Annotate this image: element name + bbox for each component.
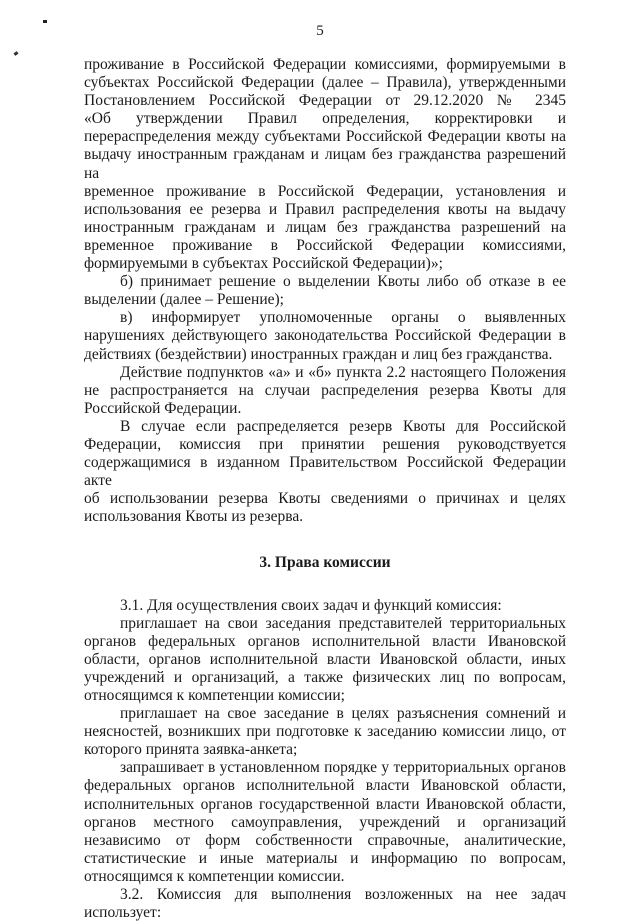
paragraph-requests <box>84 759 566 886</box>
text-line: не распространяется на случаи распределения резерва Квоты для <box>84 381 566 399</box>
paragraph-invites-applicant <box>84 705 566 759</box>
text-line: В случае если распределяется резерв Квоты для Российской <box>120 417 566 435</box>
text-line: об использовании резерва Квоты сведениями о причинах и целях <box>84 490 566 508</box>
text-line: использования ее резерва и Правил распределения квоты на выдачу <box>84 200 566 218</box>
paragraph-rules-continuation <box>84 56 566 273</box>
text-line: использует: <box>84 904 162 922</box>
text-line: учреждений и организаций, а также физических лиц по вопросам, <box>84 668 566 686</box>
text-line: приглашает на свое заседание в целях разъяснения сомнений и <box>120 705 566 723</box>
text-line: Российской Федерации. <box>84 399 242 417</box>
text-line: Федерации, комиссия при принятии решения руководствуется <box>84 435 566 453</box>
text-line: Постановлением Российской Федерации от 29.12.2020 № 2345 <box>84 92 566 110</box>
text-line: Действие подпунктов «а» и «б» пункта 2.2 настоящего Положения <box>120 363 566 381</box>
text-line: области, органов исполнительной власти Ивановской области, иных <box>84 650 566 668</box>
paragraph-invites <box>84 615 566 705</box>
text-line: исполнительных органов государственной власти Ивановской области, <box>84 795 566 813</box>
text-line: федеральных органов исполнительной власти Ивановской области, <box>84 777 566 795</box>
paragraph-3-1 <box>84 597 566 615</box>
text-line: выдачу иностранным гражданам и лицам без гражданства разрешений на <box>84 146 566 182</box>
text-line: субъектах Российской Федерации (далее – Правила), утвержденными <box>84 74 566 92</box>
text-line: 3.1. Для осуществления своих задач и функций комиссия: <box>120 596 502 614</box>
text-line: б) принимает решение о выделении Квоты либо об отказе в ее <box>120 273 566 291</box>
paragraph-reserve-case <box>84 418 566 527</box>
paragraph-scope-note <box>84 364 566 418</box>
text-line: формируемыми в субъектах Российской Федерации)»; <box>84 255 443 273</box>
text-line: перераспределения между субъектами Российской Федерации квоты на <box>84 128 566 146</box>
text-line: неясностей, возникших при подготовке к заседанию комиссии лицо, от <box>84 723 566 741</box>
paragraph-subitem-b <box>84 273 566 309</box>
text-line: использования Квоты из резерва. <box>84 508 304 526</box>
scan-speck <box>14 51 19 56</box>
text-line: временное проживание в Российской Федерации, установления и <box>84 182 566 200</box>
section-heading: 3. Права комиссии <box>259 554 391 572</box>
text-line: независимо от форм собственности справочные, аналитические, <box>84 831 566 849</box>
text-line: выделении (далее – Решение); <box>84 291 284 309</box>
text-line: временное проживание в Российской Федерации комиссиями, <box>84 236 566 254</box>
text-line: запрашивает в установленном порядке у территориальных органов <box>120 759 566 777</box>
text-line: содержащимися в изданном Правительством Российской Федерации акте <box>84 454 566 490</box>
text-line: относящимся к компетенции комиссии; <box>84 687 345 704</box>
text-line: которого принята заявка-анкета; <box>84 741 298 759</box>
text-line: статистические и иные материалы и информацию по вопросам, <box>84 849 566 867</box>
text-line: органов местного самоуправления, учреждений и организаций <box>84 813 566 831</box>
scan-speck <box>43 20 47 23</box>
text-line: «Об утверждении Правил определения, корректировки и <box>84 110 566 128</box>
text-line: органов федеральных органов исполнительной власти Ивановской <box>84 632 566 650</box>
paragraph-3-2 <box>84 886 566 922</box>
text-line: действиях (бездействии) иностранных граждан и лиц без гражданства. <box>84 345 553 363</box>
text-line: проживание в Российской Федерации комиссиями, формируемыми в <box>84 56 566 73</box>
document-body <box>84 56 566 922</box>
text-line: нарушениях действующего законодательства Российской Федерации в <box>84 327 566 345</box>
paragraph-subitem-v <box>84 309 566 363</box>
text-line: 3.2. Комиссия для выполнения возложенных на нее задач <box>120 886 566 904</box>
text-line: в) информирует уполномоченные органы о выявленных <box>120 309 566 327</box>
text-line: относящимся к компетенции комиссии. <box>84 867 345 885</box>
text-line: приглашает на свои заседания представителей территориальных <box>120 614 566 632</box>
page-number: 5 <box>316 23 324 39</box>
text-line: иностранным гражданам и лицам без гражданства разрешений на <box>84 218 566 236</box>
